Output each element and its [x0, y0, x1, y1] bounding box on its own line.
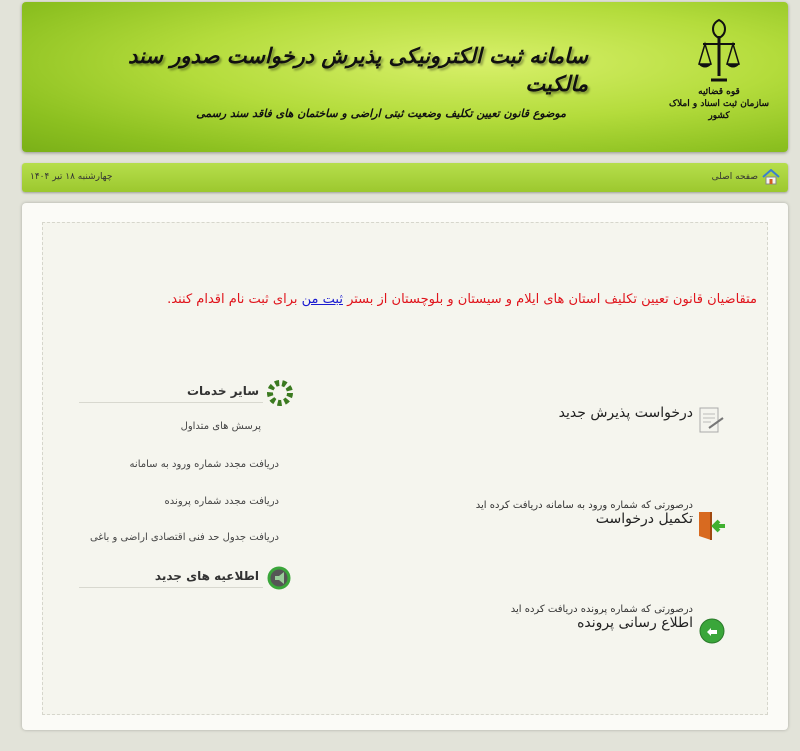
site-header — [22, 2, 788, 152]
notice-text-end: برای ثبت نام اقدام کنند. — [167, 292, 302, 307]
sidebar-link-faq[interactable]: پرسش های متداول — [180, 421, 261, 432]
sidebar-link-technical-table[interactable]: دریافت جدول حد فنی اقتصادی اراضی و باغی — [89, 532, 279, 543]
complete-request-title[interactable]: تکمیل درخواست — [595, 511, 693, 527]
news-title: اطلاعیه های جدید — [79, 569, 263, 588]
home-link[interactable] — [712, 169, 780, 185]
scales-of-justice-icon — [697, 18, 741, 86]
sabt-man-link[interactable]: ثبت من — [301, 292, 343, 307]
services-title: سایر خدمات — [79, 384, 263, 403]
gear-icon — [265, 379, 295, 411]
home-icon — [762, 169, 780, 185]
site-title: سامانه ثبت الکترونیکی پذیرش درخواست صدور سند مالکیت — [128, 43, 588, 96]
new-request-icon[interactable] — [697, 406, 725, 438]
new-request-title[interactable]: درخواست پذیرش جدید — [558, 405, 693, 421]
megaphone-icon — [267, 566, 293, 594]
new-request-action[interactable] — [393, 405, 693, 421]
judiciary-logo — [664, 18, 774, 122]
file-info-action[interactable] — [393, 604, 693, 631]
file-info-hint: درصورتی که شماره پرونده دریافت کرده اید — [510, 604, 693, 615]
file-info-icon[interactable] — [699, 618, 725, 648]
home-label: صفحه اصلی — [711, 172, 758, 182]
file-info-title[interactable]: اطلاع رسانی پرونده — [577, 615, 693, 631]
notice-text: متقاضیان قانون تعیین تکلیف استان های ایلام و سیستان و بلوچستان از بستر — [342, 292, 757, 307]
org-name-judiciary: قوه قضائیه — [698, 87, 740, 97]
complete-request-hint: درصورتی که شماره ورود به سامانه دریافت کرده اید — [475, 500, 693, 511]
site-subtitle: موضوع قانون تعیین تکلیف وضعیت ثبتی اراضی و ساختمان های فاقد سند رسمی — [196, 107, 566, 120]
content-panel — [42, 222, 768, 715]
nav-bar — [22, 163, 788, 192]
current-date: چهارشنبه ۱۸ تیر ۱۴۰۴ — [30, 172, 113, 182]
notice-message — [57, 290, 757, 310]
complete-request-icon[interactable] — [697, 510, 727, 546]
complete-request-action[interactable] — [393, 500, 693, 527]
sidebar-link-login-number[interactable]: دریافت مجدد شماره ورود به سامانه — [129, 459, 279, 470]
main-content — [22, 203, 788, 730]
sidebar-link-file-number[interactable]: دریافت مجدد شماره پرونده — [164, 496, 279, 507]
org-name-registry: سازمان ثبت اسناد و املاک کشور — [669, 99, 769, 121]
